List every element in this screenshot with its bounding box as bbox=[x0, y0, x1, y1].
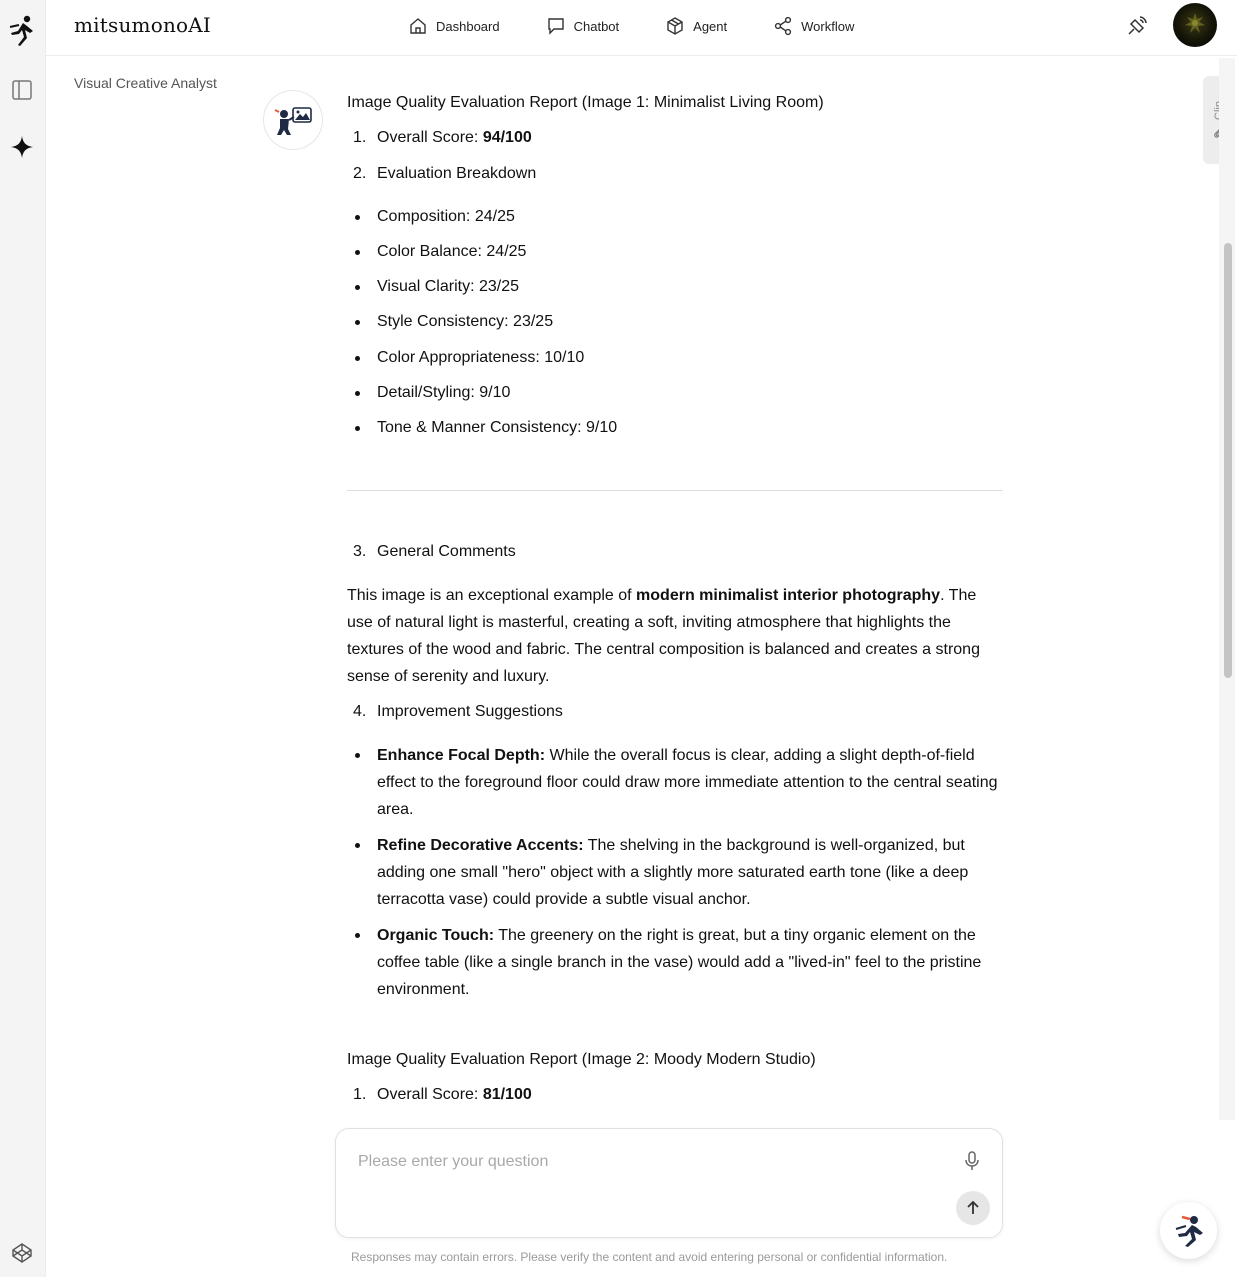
left-rail bbox=[0, 0, 46, 1277]
nav-agent-label: Agent bbox=[693, 18, 728, 34]
microphone-icon[interactable] bbox=[958, 1147, 986, 1175]
send-button[interactable] bbox=[956, 1191, 990, 1225]
scrollbar-thumb[interactable] bbox=[1224, 243, 1232, 678]
chat-input-box bbox=[335, 1128, 1003, 1238]
score-value: 81/100 bbox=[482, 1086, 532, 1103]
divider bbox=[347, 490, 1003, 491]
main-nav bbox=[408, 14, 900, 38]
sparkle-icon[interactable] bbox=[8, 133, 36, 161]
chat-bubble-icon bbox=[546, 16, 566, 36]
score-value: 94/100 bbox=[482, 129, 532, 146]
score-label: Overall Score: bbox=[377, 129, 483, 146]
nav-chatbot-label: Chatbot bbox=[573, 18, 620, 34]
suggestions-heading: Improvement Suggestions bbox=[377, 703, 563, 720]
brand-name: mitsumonoAI bbox=[74, 13, 212, 37]
nav-workflow[interactable] bbox=[773, 14, 854, 38]
nav-dashboard-label: Dashboard bbox=[436, 18, 500, 34]
ninja-mascot-icon bbox=[1170, 1213, 1208, 1249]
comments-paragraph: This image is an exceptional example of modern minimalist interior photography. The use of natural light is masterful, creating a soft, inviting atmosphere that highlights the textures of the wood and fabric. The central composition is balanced and creates a strong sense of serenity and luxury. bbox=[347, 587, 980, 685]
top-header bbox=[46, 0, 1237, 56]
nav-dashboard[interactable] bbox=[408, 14, 500, 38]
user-avatar[interactable] bbox=[1173, 3, 1217, 47]
comments-heading: General Comments bbox=[377, 543, 516, 560]
report2-title: Image Quality Evaluation Report (Image 2: Moody Modern Studio) bbox=[347, 1051, 816, 1068]
agent-title: Visual Creative Analyst bbox=[74, 75, 217, 91]
nav-chatbot[interactable] bbox=[546, 14, 620, 38]
suggestion-2: Refine Decorative Accents: The shelving in the background is well-organized, but adding one small "hero" object with a slightly more saturated earth tone (like a deep terracotta vase) could provide a subtle visual anchor. bbox=[377, 837, 969, 908]
breakdown-heading: Evaluation Breakdown bbox=[377, 165, 537, 182]
share-nodes-icon bbox=[773, 16, 793, 36]
nav-agent[interactable] bbox=[665, 14, 727, 38]
suggestion-1: Enhance Focal Depth: While the overall focus is clear, adding a slight depth-of-field effect to the foreground floor could draw more immediate attention to the central seating area. bbox=[377, 747, 998, 818]
suggestion-3: Organic Touch: The greenery on the right is great, but a tiny organic element on the coffee table (like a single branch in the vase) would add a "lived-in" feel to the pristine environment. bbox=[377, 927, 982, 998]
home-icon bbox=[408, 16, 428, 36]
cube-icon bbox=[665, 16, 685, 36]
codepen-icon[interactable] bbox=[8, 1239, 36, 1267]
bot-avatar bbox=[263, 90, 323, 150]
sidebar-toggle-icon[interactable] bbox=[8, 76, 36, 104]
disclaimer-text: Responses may contain errors. Please verify the content and avoid entering personal or confidential information. bbox=[351, 1250, 948, 1264]
question-input[interactable] bbox=[358, 1149, 918, 1175]
report1-title: Image Quality Evaluation Report (Image 1: Minimalist Living Room) bbox=[347, 94, 824, 111]
nav-workflow-label: Workflow bbox=[801, 18, 855, 34]
assistant-fab[interactable] bbox=[1160, 1202, 1217, 1259]
arrow-up-icon bbox=[964, 1199, 982, 1217]
satellite-icon[interactable] bbox=[1125, 14, 1149, 38]
logo-runner-icon[interactable] bbox=[6, 14, 36, 48]
